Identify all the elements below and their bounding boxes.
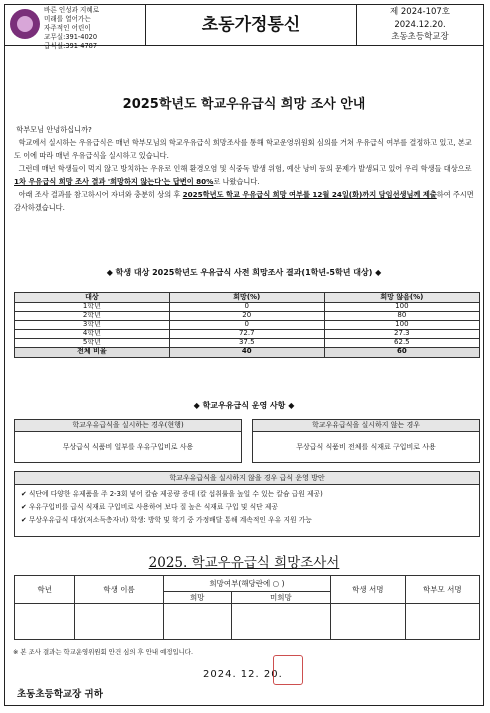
student-sign-entry[interactable]: [331, 604, 405, 640]
no-hope-cell: 100: [324, 320, 479, 329]
newsletter-title: 초동가정통신: [145, 5, 357, 45]
grade-cell: 3학년: [15, 320, 170, 329]
newsletter-page: [4, 4, 484, 706]
plan-list: [15, 488, 479, 527]
not-implement-body: 무상급식 식품비 전체를 식재료 구입비로 사용: [296, 443, 436, 451]
parent-sign-entry[interactable]: [405, 604, 479, 640]
table-row: [15, 311, 480, 320]
not-implement-heading: 학교우유급식을 실시하지 않는 경우: [253, 420, 479, 432]
intro-paragraph-2: 그런데 매년 학생들이 먹지 않고 방치하는 우유로 인해 환경오염 및 식중독 발생 위험, 예산 낭비 등의 문제가 발생되고 있어 우리 학생들 대상으로 1차 우유급식 희망 조사 결과 '희망하지 않는다'는 답변이 80%로 나왔습니다.: [14, 164, 472, 186]
hope-no-header: 미희망: [231, 592, 331, 604]
grade-cell: 5학년: [15, 338, 170, 347]
sign-date: 2024. 12. 20.: [203, 669, 283, 680]
header: [5, 5, 483, 50]
recipient-footer: 초동초등학교장 귀하: [17, 689, 103, 700]
hope-cell: 72.7: [169, 329, 324, 338]
motto-line: 바른 인성과 지혜로: [44, 6, 100, 14]
school-emblem-icon: [10, 9, 40, 39]
no-milk-plan-box: [14, 471, 480, 537]
school-seal-stamp: [273, 655, 303, 685]
no-hope-cell: 27.3: [324, 329, 479, 338]
intro-text: [14, 123, 476, 214]
grade-header: 학년: [15, 576, 75, 604]
implement-heading: 학교우유급식을 실시하는 경우(현행): [15, 420, 241, 432]
column-header: 희망 않음(%): [324, 293, 479, 303]
grade-cell: 4학년: [15, 329, 170, 338]
table-row: [15, 329, 480, 338]
intro-paragraph-3: 아래 조사 결과를 참고하시어 자녀와 충분히 상의 후 2025학년도 학교 우유급식 희망 여부를 12월 24일(화)까지 담임선생님께 제출하여 주시면 감사하겠습니다.: [14, 190, 474, 212]
hope-yes-header: 희망: [163, 592, 231, 604]
plan-item: ✔ 무상우유급식 대상(저소득층자녀) 학생: 방학 및 학기 중 가정배달 통해 계속적인 우유 지원 가능: [21, 514, 479, 527]
parent-sign-header: 학부모 서명: [405, 576, 479, 604]
total-row: [15, 347, 480, 357]
operation-section: [14, 419, 480, 463]
deadline-emphasis: 2025학년도 학교 우유급식 희망 여부를 12월 24일(화)까지 담임선생님께 제출: [182, 190, 437, 199]
form-note: ※ 본 조사 결과는 학교운영위원회 안건 심의 후 안내 예정입니다.: [13, 648, 194, 656]
no-hope-cell: 80: [324, 311, 479, 320]
column-header: 대상: [15, 293, 170, 303]
greeting: 학부모님 안녕하십니까?: [16, 125, 92, 134]
name-header: 학생 이름: [75, 576, 163, 604]
total-no-hope: 60: [324, 347, 479, 357]
survey-results-table: [14, 292, 480, 358]
implement-body: 무상급식 식품비 일부를 우유구입비로 사용: [62, 443, 194, 451]
hope-header: 희망여부(해당란에 ○ ): [163, 576, 330, 592]
hope-cell: 20: [169, 311, 324, 320]
column-header: 희망(%): [169, 293, 324, 303]
plan-item: ✔ 우유구입비를 급식 식재료 구입비로 사용하여 보다 질 높은 식재료 구입 및 식단 제공: [21, 501, 479, 514]
school-motto: [44, 6, 144, 50]
grade-cell: 1학년: [15, 303, 170, 312]
no-milk-plan-heading: 학교우유급식을 실시하지 않을 경우 급식 운영 방안: [15, 472, 479, 485]
form-title: 2025. 학교우유급식 희망조사서: [148, 555, 340, 571]
hope-yes-entry[interactable]: [163, 604, 231, 640]
grade-cell: 2학년: [15, 311, 170, 320]
name-entry[interactable]: [75, 604, 163, 640]
doc-number: 제 2024-107호: [389, 7, 451, 17]
hope-cell: 0: [169, 303, 324, 312]
phone-cafeteria: 급식실:391-4787: [44, 42, 98, 50]
table-row: [15, 338, 480, 347]
table-header-row: [15, 293, 480, 303]
hope-cell: 0: [169, 320, 324, 329]
survey-form-table: [14, 575, 480, 640]
student-sign-header: 학생 서명: [331, 576, 405, 604]
plan-item: ✔ 식단에 다양한 유제품을 주 2-3회 넣어 칼슘 제공량 증대 (칼 섭취률을 높일 수 있는 칼슘 급원 제공): [21, 488, 479, 501]
total-label: 전체 비율: [15, 347, 170, 357]
form-entry-row: [15, 604, 480, 640]
phone-office: 교무실:391-4020: [44, 33, 98, 41]
total-hope: 40: [169, 347, 324, 357]
no-hope-cell: 100: [324, 303, 479, 312]
page-title: 2025학년도 학교우유급식 희망 조사 안내: [122, 97, 366, 112]
not-implement-box: [252, 419, 480, 463]
table-row: [15, 320, 480, 329]
hope-cell: 37.5: [169, 338, 324, 347]
form-header-row: [15, 576, 480, 592]
doc-date: 2024.12.20.: [394, 19, 446, 30]
motto-line: 미래를 열어가는: [44, 15, 91, 23]
intro-paragraph-1: 학교에서 실시하는 우유급식은 매년 학부모님의 학교우유급식 희망조사를 통해 학교운영위원회 심의를 거쳐 우유급식 여부를 결정하고 있고, 본교도 이에 따라 매년 우유급식을 실시하고 있습니다.: [14, 138, 472, 160]
school-name: 초동초등학교장: [391, 32, 449, 42]
hope-no-entry[interactable]: [231, 604, 331, 640]
motto-line: 자주적인 어린이: [44, 24, 91, 32]
no-hope-cell: 62.5: [324, 338, 479, 347]
survey-result-emphasis: 1차 우유급식 희망 조사 결과 '희망하지 않는다'는 답변이 80%: [14, 177, 214, 186]
implement-box: [14, 419, 242, 463]
grade-entry[interactable]: [15, 604, 75, 640]
doc-info: [357, 6, 483, 44]
operation-heading: ◆ 학교우유급식 운영 사항 ◆: [193, 401, 295, 410]
results-heading: ◆ 학생 대상 2025학년도 우유급식 사전 희망조사 결과(1학년-5학년 대상) ◆: [106, 268, 382, 277]
